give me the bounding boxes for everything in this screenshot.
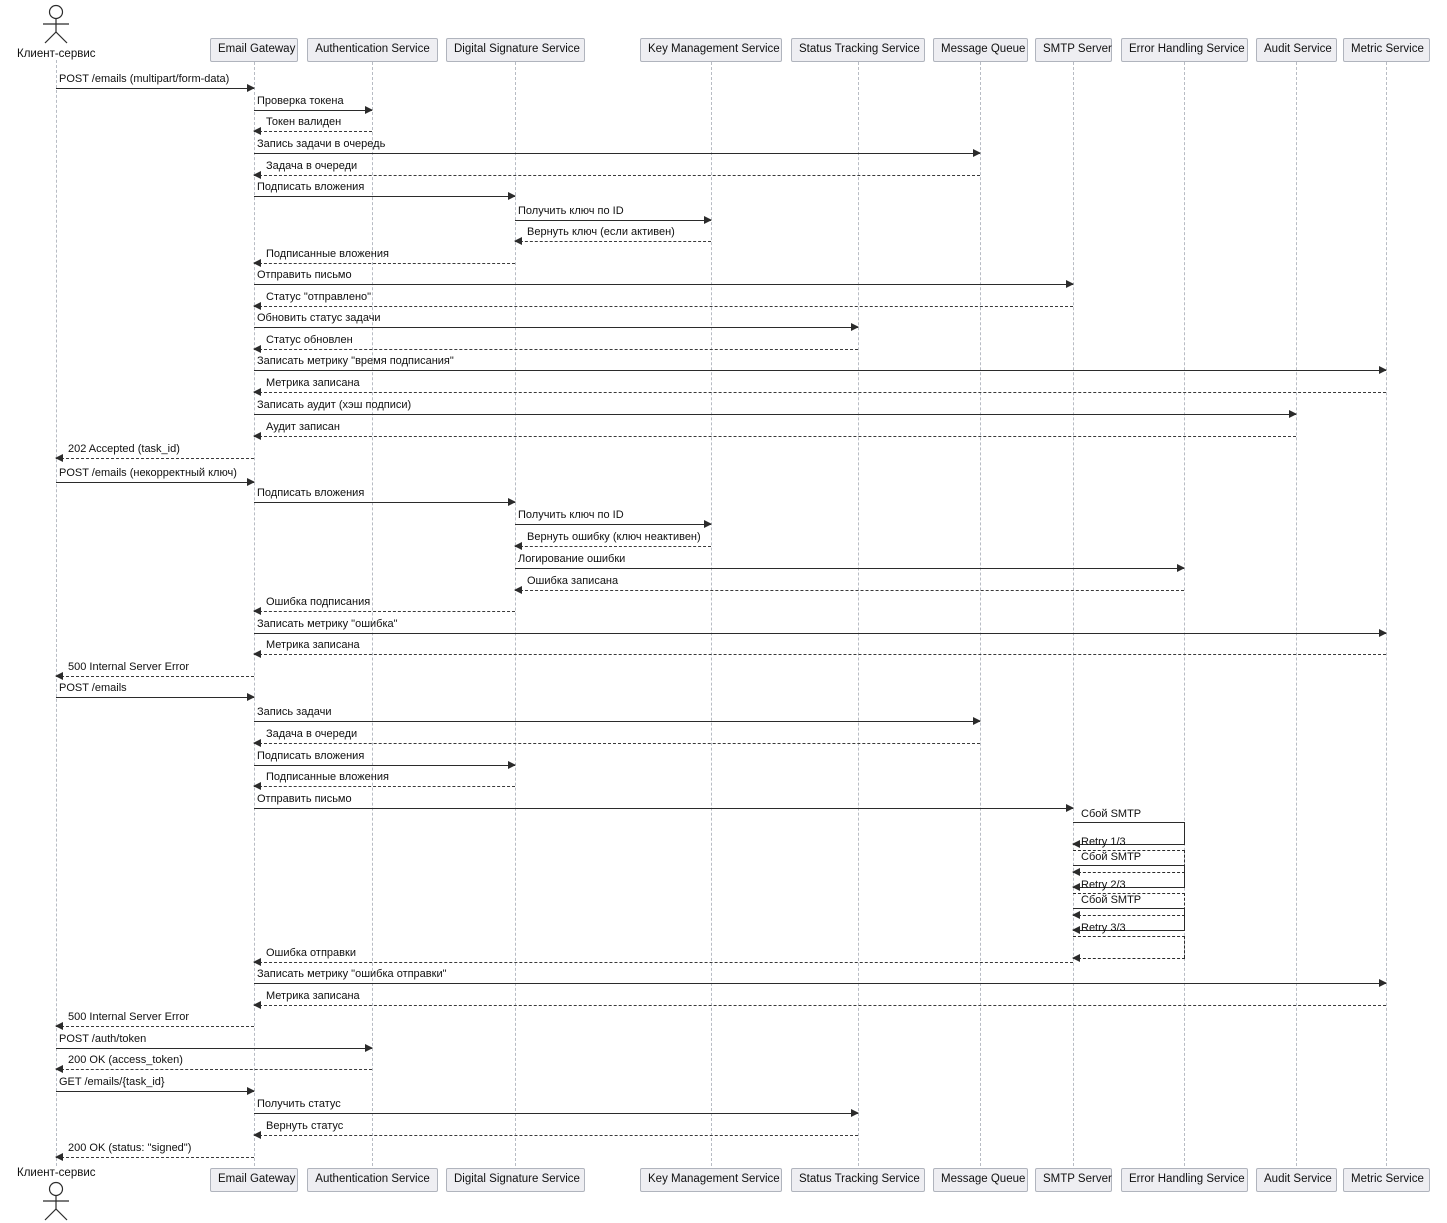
participant-message-queue-bottom[interactable]: Message Queue (933, 1168, 1028, 1192)
message-line (254, 633, 1386, 634)
self-message-line-top (1073, 908, 1185, 909)
arrowhead-icon (514, 542, 522, 550)
message-line (56, 1157, 254, 1158)
message-line (515, 524, 711, 525)
self-message-line-top (1073, 936, 1185, 937)
participant-email-gateway-top[interactable]: Email Gateway (210, 38, 298, 62)
self-message-line-side (1184, 865, 1185, 887)
actor-figure-bottom (38, 1181, 74, 1223)
arrowhead-icon (365, 1044, 373, 1052)
message-label: Аудит записан (266, 421, 340, 433)
participant-digital-signature-service-bottom[interactable]: Digital Signature Service (446, 1168, 585, 1192)
message-line (515, 220, 711, 221)
message-line (515, 546, 711, 547)
message-label: Ошибка отправки (266, 947, 356, 959)
arrowhead-icon (1072, 926, 1080, 934)
message-line (254, 502, 515, 503)
self-message-line-side (1184, 908, 1185, 930)
arrowhead-icon (1379, 979, 1387, 987)
arrowhead-icon (247, 478, 255, 486)
lifeline-ehs (1184, 62, 1185, 1166)
actor-lifeline (56, 60, 57, 1166)
participant-audit-service-bottom[interactable]: Audit Service (1256, 1168, 1337, 1192)
message-label: 500 Internal Server Error (68, 661, 190, 673)
arrowhead-icon (253, 388, 261, 396)
arrowhead-icon (973, 149, 981, 157)
self-message-label: Сбой SMTP (1081, 851, 1142, 863)
message-label: Записать метрику "время подписания" (257, 355, 454, 367)
participant-email-gateway-bottom[interactable]: Email Gateway (210, 1168, 298, 1192)
arrowhead-icon (514, 586, 522, 594)
arrowhead-icon (55, 454, 63, 462)
participant-smtp-server-bottom[interactable]: SMTP Server (1035, 1168, 1112, 1192)
message-line (254, 414, 1296, 415)
message-line (254, 284, 1073, 285)
message-label: Логирование ошибки (518, 553, 626, 565)
message-label: Вернуть ошибку (ключ неактивен) (527, 531, 701, 543)
participant-key-management-service-bottom[interactable]: Key Management Service (640, 1168, 782, 1192)
arrowhead-icon (253, 127, 261, 135)
self-message-label: Сбой SMTP (1081, 808, 1142, 820)
lifeline-mq (980, 62, 981, 1166)
message-line (254, 962, 1073, 963)
arrowhead-icon (508, 498, 516, 506)
arrowhead-icon (253, 650, 261, 658)
actor-figure-top (38, 4, 74, 49)
arrowhead-icon (851, 1109, 859, 1117)
lifeline-sts (858, 62, 859, 1166)
message-line (254, 765, 515, 766)
arrowhead-icon (973, 717, 981, 725)
lifeline-kms (711, 62, 712, 1166)
arrowhead-icon (1177, 564, 1185, 572)
message-line (254, 1135, 858, 1136)
arrowhead-icon (247, 693, 255, 701)
message-line (56, 697, 254, 698)
arrowhead-icon (1379, 366, 1387, 374)
message-label: 200 OK (access_token) (68, 1054, 183, 1066)
message-label: Метрика записана (266, 377, 360, 389)
message-label: POST /emails (59, 682, 127, 694)
arrowhead-icon (253, 171, 261, 179)
message-label: Статус обновлен (266, 334, 353, 346)
message-line (254, 392, 1386, 393)
self-message-line-top (1073, 865, 1185, 866)
participant-message-queue-top[interactable]: Message Queue (933, 38, 1028, 62)
arrowhead-icon (508, 761, 516, 769)
arrowhead-icon (253, 302, 261, 310)
message-label: Записать метрику "ошибка" (257, 618, 398, 630)
self-message-label: Сбой SMTP (1081, 894, 1142, 906)
message-label: Вернуть ключ (если активен) (527, 226, 675, 238)
message-label: Получить ключ по ID (518, 509, 624, 521)
message-label: Записать аудит (хэш подписи) (257, 399, 412, 411)
message-label: Ошибка записана (527, 575, 619, 587)
lifeline-dss (515, 62, 516, 1166)
message-label: Токен валиден (266, 116, 342, 128)
arrowhead-icon (55, 1153, 63, 1161)
arrowhead-icon (1066, 280, 1074, 288)
arrowhead-icon (253, 1001, 261, 1009)
message-line (515, 590, 1184, 591)
participant-status-tracking-service-bottom[interactable]: Status Tracking Service (791, 1168, 925, 1192)
message-line (254, 175, 980, 176)
arrowhead-icon (55, 1065, 63, 1073)
participant-error-handling-service-bottom[interactable]: Error Handling Service (1121, 1168, 1248, 1192)
participant-status-tracking-service-top[interactable]: Status Tracking Service (791, 38, 925, 62)
lifeline-met (1386, 62, 1387, 1166)
participant-digital-signature-service-top[interactable]: Digital Signature Service (446, 38, 585, 62)
lifeline-auth (372, 62, 373, 1166)
message-line (254, 721, 980, 722)
message-line (56, 1091, 254, 1092)
message-label: POST /emails (multipart/form-data) (59, 73, 230, 85)
participant-metric-service-bottom[interactable]: Metric Service (1343, 1168, 1430, 1192)
arrowhead-icon (253, 345, 261, 353)
message-label: 500 Internal Server Error (68, 1011, 190, 1023)
message-label: Подписать вложения (257, 181, 365, 193)
arrowhead-icon (253, 958, 261, 966)
message-line (515, 568, 1184, 569)
arrowhead-icon (514, 237, 522, 245)
arrowhead-icon (508, 192, 516, 200)
self-message-label: Retry 1/3 (1081, 836, 1126, 848)
self-message-line-top (1073, 822, 1185, 823)
message-line (254, 327, 858, 328)
message-label: Подписанные вложения (266, 771, 389, 783)
message-line (254, 743, 980, 744)
message-label: Ошибка подписания (266, 596, 371, 608)
arrowhead-icon (253, 432, 261, 440)
message-line (254, 370, 1386, 371)
message-label: Проверка токена (257, 95, 344, 107)
arrowhead-icon (253, 739, 261, 747)
message-line (254, 196, 515, 197)
message-label: Отправить письмо (257, 269, 352, 281)
arrowhead-icon (704, 216, 712, 224)
message-line (254, 1113, 858, 1114)
arrowhead-icon (253, 259, 261, 267)
self-message-label: Retry 2/3 (1081, 879, 1126, 891)
message-line (254, 654, 1386, 655)
participant-smtp-server-top[interactable]: SMTP Server (1035, 38, 1112, 62)
message-label: Получить статус (257, 1098, 341, 1110)
participant-metric-service-top[interactable]: Metric Service (1343, 38, 1430, 62)
message-label: Подписать вложения (257, 750, 365, 762)
message-label: Метрика записана (266, 990, 360, 1002)
arrowhead-icon (1072, 840, 1080, 848)
arrowhead-icon (704, 520, 712, 528)
self-message-arrow (1073, 922, 1185, 958)
message-line (254, 786, 515, 787)
arrowhead-icon (851, 323, 859, 331)
message-label: Отправить письмо (257, 793, 352, 805)
arrowhead-icon (1289, 410, 1297, 418)
participant-authentication-service-bottom[interactable]: Authentication Service (307, 1168, 438, 1192)
participant-error-handling-service-top[interactable]: Error Handling Service (1121, 38, 1248, 62)
message-label: Метрика записана (266, 639, 360, 651)
message-label: Обновить статус задачи (257, 312, 381, 324)
self-message-line-bottom (1073, 958, 1185, 959)
message-line (56, 1069, 372, 1070)
message-line (254, 436, 1296, 437)
participant-authentication-service-top[interactable]: Authentication Service (307, 38, 438, 62)
message-line (254, 1005, 1386, 1006)
arrowhead-icon (1379, 629, 1387, 637)
message-label: Задача в очереди (266, 160, 358, 172)
arrowhead-icon (1072, 883, 1080, 891)
message-label: 200 OK (status: "signed") (68, 1142, 192, 1154)
message-line (56, 482, 254, 483)
arrowhead-icon (365, 106, 373, 114)
arrowhead-icon (247, 84, 255, 92)
message-label: Запись задачи (257, 706, 332, 718)
participant-key-management-service-top[interactable]: Key Management Service (640, 38, 782, 62)
message-label: Подписанные вложения (266, 248, 389, 260)
message-label: Подписать вложения (257, 487, 365, 499)
message-line (254, 110, 372, 111)
participant-audit-service-top[interactable]: Audit Service (1256, 38, 1337, 62)
arrowhead-icon (1066, 804, 1074, 812)
message-line (254, 263, 515, 264)
actor-label-top: Клиент-сервис (17, 48, 96, 60)
self-message-line-side (1184, 822, 1185, 844)
message-line (56, 676, 254, 677)
message-label: Записать метрику "ошибка отправки" (257, 968, 447, 980)
message-line (254, 983, 1386, 984)
message-line (56, 1026, 254, 1027)
message-line (254, 349, 858, 350)
message-label: POST /auth/token (59, 1033, 147, 1045)
message-line (56, 458, 254, 459)
arrowhead-icon (247, 1087, 255, 1095)
message-line (254, 808, 1073, 809)
message-label: Запись задачи в очередь (257, 138, 386, 150)
arrowhead-icon (1072, 954, 1080, 962)
message-line (56, 88, 254, 89)
lifeline-smtp (1073, 62, 1074, 1166)
arrowhead-icon (55, 1022, 63, 1030)
message-line (254, 153, 980, 154)
lifeline-aud (1296, 62, 1297, 1166)
arrowhead-icon (55, 672, 63, 680)
message-line (254, 131, 372, 132)
self-message-label: Retry 3/3 (1081, 922, 1126, 934)
arrowhead-icon (253, 782, 261, 790)
arrowhead-icon (253, 607, 261, 615)
message-label: Задача в очереди (266, 728, 358, 740)
message-line (515, 241, 711, 242)
message-label: 202 Accepted (task_id) (68, 443, 180, 455)
message-label: Статус "отправлено" (266, 291, 372, 303)
message-line (254, 306, 1073, 307)
message-label: Вернуть статус (266, 1120, 344, 1132)
message-line (254, 611, 515, 612)
message-label: GET /emails/{task_id} (59, 1076, 165, 1088)
self-message-line-side (1184, 936, 1185, 958)
message-label: Получить ключ по ID (518, 205, 624, 217)
message-line (56, 1048, 372, 1049)
arrowhead-icon (253, 1131, 261, 1139)
actor-label-bottom: Клиент-сервис (17, 1167, 96, 1179)
message-label: POST /emails (некорректный ключ) (59, 467, 237, 479)
